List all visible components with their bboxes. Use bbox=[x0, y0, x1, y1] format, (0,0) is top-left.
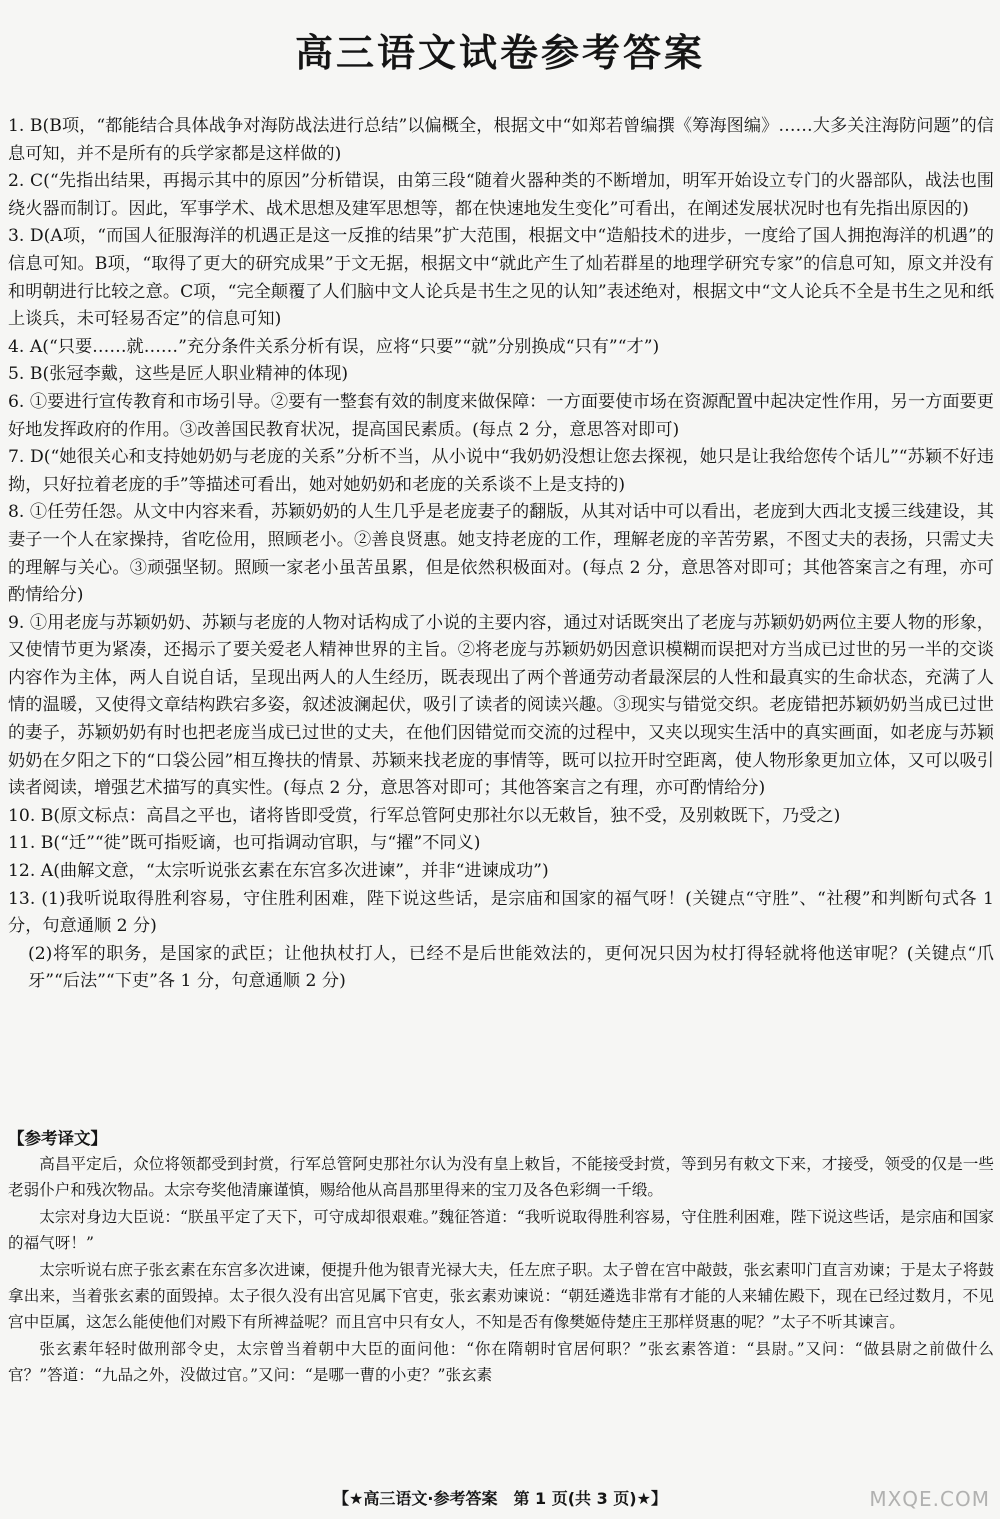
reference-paragraph: 高昌平定后，众位将领都受到封赏，行军总管阿史那社尔认为没有皇上敕旨，不能接受封赏，等到另有敕文下来，才接受，领受的仅是一些老弱仆户和残次物品。太宗夸奖他清廉谨慎，赐给他从高昌那里得来的宝刀及各色彩绸一千缎。 bbox=[8, 1155, 994, 1200]
answer-item-3: 3. D(A项，“而国人征服海洋的机遇正是这一反推的结果”扩大范围，根据文中“造船技术的进步，一度给了国人拥抱海洋的机遇”的信息可知。B项，“取得了更大的研究成果”于文无据，根据文中“就此产生了灿若群星的地理学研究专家”的信息可知，原文并没有和明朝进行比较之意。C项，“完全颠覆了人们脑中文人论兵是书生之见的认知”表述绝对，根据文中“文人论兵不全是书生之见和纸上谈兵，未可轻易否定”的信息可知) bbox=[8, 226, 994, 330]
answer-item-11: 11. B(“迁”“徙”既可指贬谪，也可指调动官职，与“擢”不同义) bbox=[8, 833, 481, 854]
answer-item-13-part2: (2)将军的职务，是国家的武臣；让他执杖打人，已经不是后世能效法的，更何况只因为杖打得轻就将他送审呢？(关键点“爪牙”“后法”“下吏”各 1 分，句意通顺 2 分) bbox=[28, 943, 994, 992]
answer-item-8: 8. ①任劳任怨。从文中内容来看，苏颖奶奶的人生几乎是老庞妻子的翻版，从其对话中可以看出，老庞到大西北支援三线建设，其妻子一个人在家操持，省吃俭用，照顾老小。②善良贤惠。她支持老庞的工作，理解老庞的辛苦劳累，不图丈夫的表扬，只需丈夫的理解与关心。③顽强坚韧。照顾一家老小虽苦虽累，但是依然积极面对。(每点 2 分，意思答对即可；其他答案言之有理，亦可酌情给分) bbox=[8, 502, 994, 606]
reference-translation bbox=[8, 1151, 994, 1389]
answer-item-2: 2. C(“先指出结果，再揭示其中的原因”分析错误，由第三段“随着火器种类的不断增加，明军开始设立专门的火器部队，战法也围绕火器而制订。因此，军事学术、战术思想及建军思想等，都在快速地发生变化”可看出，在阐述发展状况时也有先指出原因的) bbox=[8, 171, 994, 219]
reference-heading: 【参考译文】 bbox=[8, 1129, 107, 1148]
answer-item-13: 13. (1)我听说取得胜利容易，守住胜利困难，陛下说这些话，是宗庙和国家的福气呀！(关键点“守胜”、“社稷”和判断句式各 1 分，句意通顺 2 分) bbox=[8, 888, 994, 937]
answer-item-7: 7. D(“她很关心和支持她奶奶与老庞的关系”分析不当，从小说中“我奶奶没想让您去探视，她只是让我给您传个话儿”“苏颖不好违拗，只好拉着老庞的手”等描述可看出，她对她奶奶和老庞的关系谈不上是支持的) bbox=[8, 447, 994, 495]
page-title: 高三语文试卷参考答案 bbox=[294, 31, 705, 75]
reference-paragraph: 太宗对身边大臣说：“朕虽平定了天下，可守成却很艰难。”魏征答道：“我听说取得胜利容易，守住胜利困难，陛下说这些话，是宗庙和国家的福气呀！” bbox=[8, 1207, 994, 1253]
answer-item-1: 1. B(B项，“都能结合具体战争对海防战法进行总结”以偏概全，根据文中“如郑若曾编撰《筹海图编》……大多关注海防问题”的信息可知，并不是所有的兵学家都是这样做的) bbox=[8, 116, 994, 164]
page-footer: 【★高三语文·参考答案 第 1 页(共 3 页)★】 bbox=[333, 1489, 667, 1508]
reference-paragraph: 张玄素年轻时做刑部令史，太宗曾当着朝中大臣的面问他：“你在隋朝时官居何职？”张玄素答道：“县尉。”又问：“做县尉之前做什么官？”答道：“九品之外，没做过官。”又问：“是哪一曹的小吏？”张玄素 bbox=[8, 1339, 994, 1385]
answer-item-6: 6. ①要进行宣传教育和市场引导。②要有一整套有效的制度来做保障：一方面要使市场在资源配置中起决定性作用，另一方面要更好地发挥政府的作用。③改善国民教育状况，提高国民素质。(每点 2 分，意思答对即可) bbox=[8, 391, 994, 440]
answer-item-4: 4. A(“只要……就……”充分条件关系分析有误，应将“只要”“就”分别换成“只有”“才”) bbox=[8, 336, 660, 357]
watermark-logo: MXQE.COM bbox=[869, 1487, 990, 1511]
answer-item-10: 10. B(原文标点：高昌之平也，诸将皆即受赏，行军总管阿史那社尔以无敕旨，独不受，及别敕既下，乃受之) bbox=[8, 805, 841, 826]
answer-item-12: 12. A(曲解文意，“太宗听说张玄素在东宫多次进谏”，并非“进谏成功”) bbox=[8, 861, 549, 882]
answer-item-9: 9. ①用老庞与苏颖奶奶、苏颖与老庞的人物对话构成了小说的主要内容，通过对话既突出了老庞与苏颖奶奶两位主要人物的形象，又使情节更为紧凑，还揭示了要关爱老人精神世界的主旨。②将老庞与苏颖奶奶因意识模糊而误把对方当成已过世的另一半的交谈内容作为主体，两人自说自话，呈现出两人的人生经历，既表现出了两个普通劳动者最深层的人性和最真实的生命状态，充满了人情的温暖，又使得文章结构跌宕多姿，叙述波澜起伏，吸引了读者的阅读兴趣。③现实与错觉交织。老庞错把苏颖奶奶当成已过世的妻子，苏颖奶奶有时也把老庞当成已过世的丈夫，在他们因错觉而交流的过程中，又夹以现实生活中的真实画面，如老庞与苏颖奶奶在夕阳之下的“口袋公园”相互搀扶的情景、苏颖来找老庞的事情等，既可以拉开时空距离，使人物形象更加立体，又可以吸引读者阅读，增强艺术描写的真实性。(每点 2 分，意思答对即可；其他答案言之有理，亦可酌情给分) bbox=[8, 612, 994, 799]
answer-item-5: 5. B(张冠李戴，这些是匠人职业精神的体现) bbox=[8, 364, 349, 385]
answer-list bbox=[8, 113, 994, 996]
reference-paragraph: 太宗听说右庶子张玄素在东宫多次进谏，便提升他为银青光禄大夫，任左庶子职。太子曾在宫中敲鼓，张玄素叩门直言劝谏；于是太子将鼓拿出来，当着张玄素的面毁掉。太子很久没有出宫见属下官吏，张玄素劝谏说：“朝廷遴选非常有才能的人来辅佐殿下，现在已经过数月，不见宫中臣属，这怎么能使他们对殿下有所裨益呢？而且宫中只有女人，不知是否有像樊姬侍楚庄王那样贤惠的呢？”太子不听其谏言。 bbox=[8, 1260, 994, 1332]
